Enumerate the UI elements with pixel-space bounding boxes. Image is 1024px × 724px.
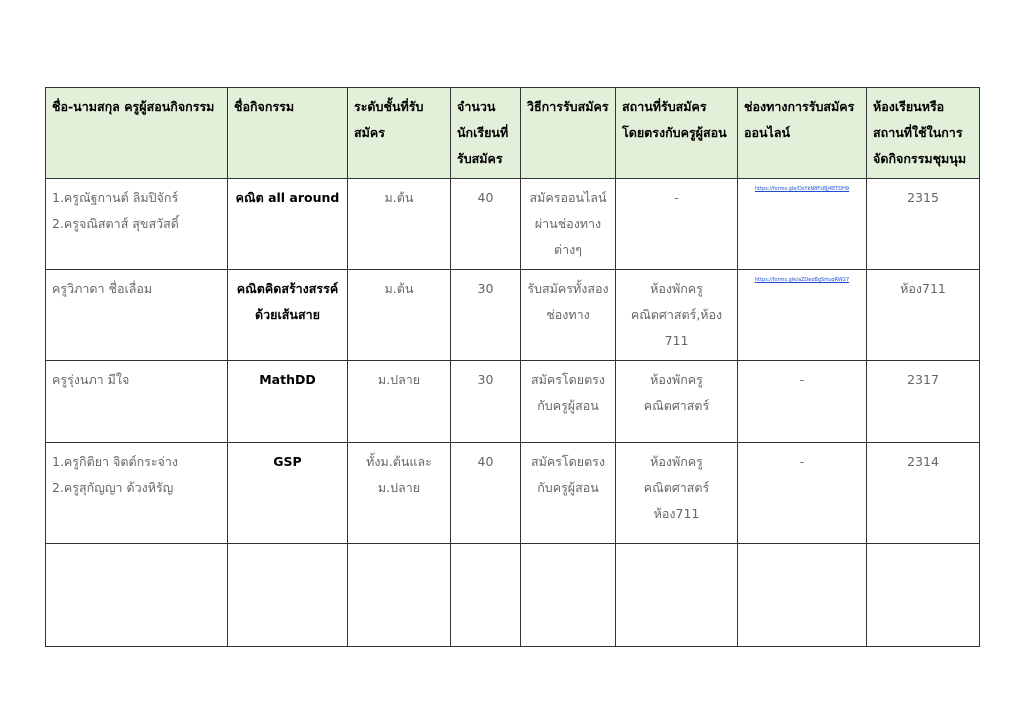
method-cell: สมัครออนไลน์ผ่านช่องทางต่างๆ	[521, 179, 616, 270]
teacher-name: ครูวิภาดา ชื่อเลื่อม	[52, 281, 153, 296]
empty-cell	[348, 544, 451, 647]
table-row	[46, 361, 980, 443]
activity-name: คณิตคิดสร้างสรรค์	[236, 281, 339, 296]
empty-cell	[46, 544, 228, 647]
place-cell: ห้องพักครูคณิตศาสตร์	[616, 361, 738, 443]
level-cell: ม.ต้น	[348, 179, 451, 270]
room-cell: ห้อง711	[867, 270, 980, 361]
online-cell	[738, 270, 867, 361]
level-cell: ม.ปลาย	[348, 361, 451, 443]
teacher-name: 1.ครูณัฐกานต์ ลิมปิจักร์	[52, 190, 179, 205]
activity-name: GSP	[273, 454, 302, 469]
header-teacher-name: ชื่อ-นามสกุล ครูผู้สอนกิจกรรม	[46, 88, 228, 179]
method-cell: สมัครโดยตรงกับครูผู้สอน	[521, 443, 616, 544]
teacher-name: ครูรุ่งนภา มีใจ	[52, 372, 130, 387]
activity-cell	[228, 270, 348, 361]
empty-table-row	[46, 544, 980, 647]
count-cell: 30	[451, 361, 521, 443]
header-student-count: จำนวนนักเรียนที่รับสมัคร	[451, 88, 521, 179]
count-cell: 40	[451, 443, 521, 544]
activity-name: MathDD	[259, 372, 316, 387]
activity-cell	[228, 443, 348, 544]
header-online-channel: ช่องทางการรับสมัครออนไลน์	[738, 88, 867, 179]
place-cell: -	[616, 179, 738, 270]
place-cell: ห้องพักครูคณิตศาสตร์ ห้อง711	[616, 443, 738, 544]
room-cell: 2317	[867, 361, 980, 443]
teacher-cell	[46, 270, 228, 361]
header-activity-name: ชื่อกิจกรรม	[228, 88, 348, 179]
header-registration-method: วิธีการรับสมัคร	[521, 88, 616, 179]
room-cell: 2315	[867, 179, 980, 270]
empty-cell	[616, 544, 738, 647]
table-row	[46, 443, 980, 544]
activity-cell	[228, 361, 348, 443]
online-form-link[interactable]: https://forms.gle/aZDeoBgSrtuqRW27	[754, 277, 850, 283]
teacher-cell	[46, 361, 228, 443]
online-cell	[738, 179, 867, 270]
level-cell: ทั้งม.ต้นและม.ปลาย	[348, 443, 451, 544]
header-activity-room: ห้องเรียนหรือสถานที่ใช้ในการจัดกิจกรรมชุมนุม	[867, 88, 980, 179]
teacher-name: 2.ครูสุกัญญา ด้วงหิรัญ	[52, 480, 174, 495]
count-cell: 30	[451, 270, 521, 361]
empty-cell	[521, 544, 616, 647]
activity-cell	[228, 179, 348, 270]
empty-cell	[867, 544, 980, 647]
level-cell: ม.ต้น	[348, 270, 451, 361]
header-registration-place: สถานที่รับสมัครโดยตรงกับครูผู้สอน	[616, 88, 738, 179]
online-cell: -	[738, 361, 867, 443]
teacher-cell	[46, 179, 228, 270]
header-grade-level: ระดับชั้นที่รับสมัคร	[348, 88, 451, 179]
method-cell: สมัครโดยตรงกับครูผู้สอน	[521, 361, 616, 443]
table-row	[46, 179, 980, 270]
empty-cell	[738, 544, 867, 647]
activity-name: คณิต all around	[235, 190, 340, 205]
count-cell: 40	[451, 179, 521, 270]
activity-name: ด้วยเส้นสาย	[255, 307, 320, 322]
place-cell: ห้องพักครูคณิตศาสตร์,ห้อง 711	[616, 270, 738, 361]
table-row	[46, 270, 980, 361]
empty-cell	[451, 544, 521, 647]
teacher-name: 2.ครูจณิสตาส์ สุขสวัสดิ์	[52, 216, 179, 231]
activity-table	[45, 87, 980, 647]
online-form-link[interactable]: https://forms.gle/DsYkN8Fs8JJ4ETDH9	[754, 186, 850, 192]
teacher-cell	[46, 443, 228, 544]
method-cell: รับสมัครทั้งสองช่องทาง	[521, 270, 616, 361]
room-cell: 2314	[867, 443, 980, 544]
activity-registration-sheet	[45, 87, 979, 647]
empty-cell	[228, 544, 348, 647]
teacher-name: 1.ครูกิติยา จิตต์กระจ่าง	[52, 454, 179, 469]
online-cell: -	[738, 443, 867, 544]
header-row	[46, 88, 980, 179]
